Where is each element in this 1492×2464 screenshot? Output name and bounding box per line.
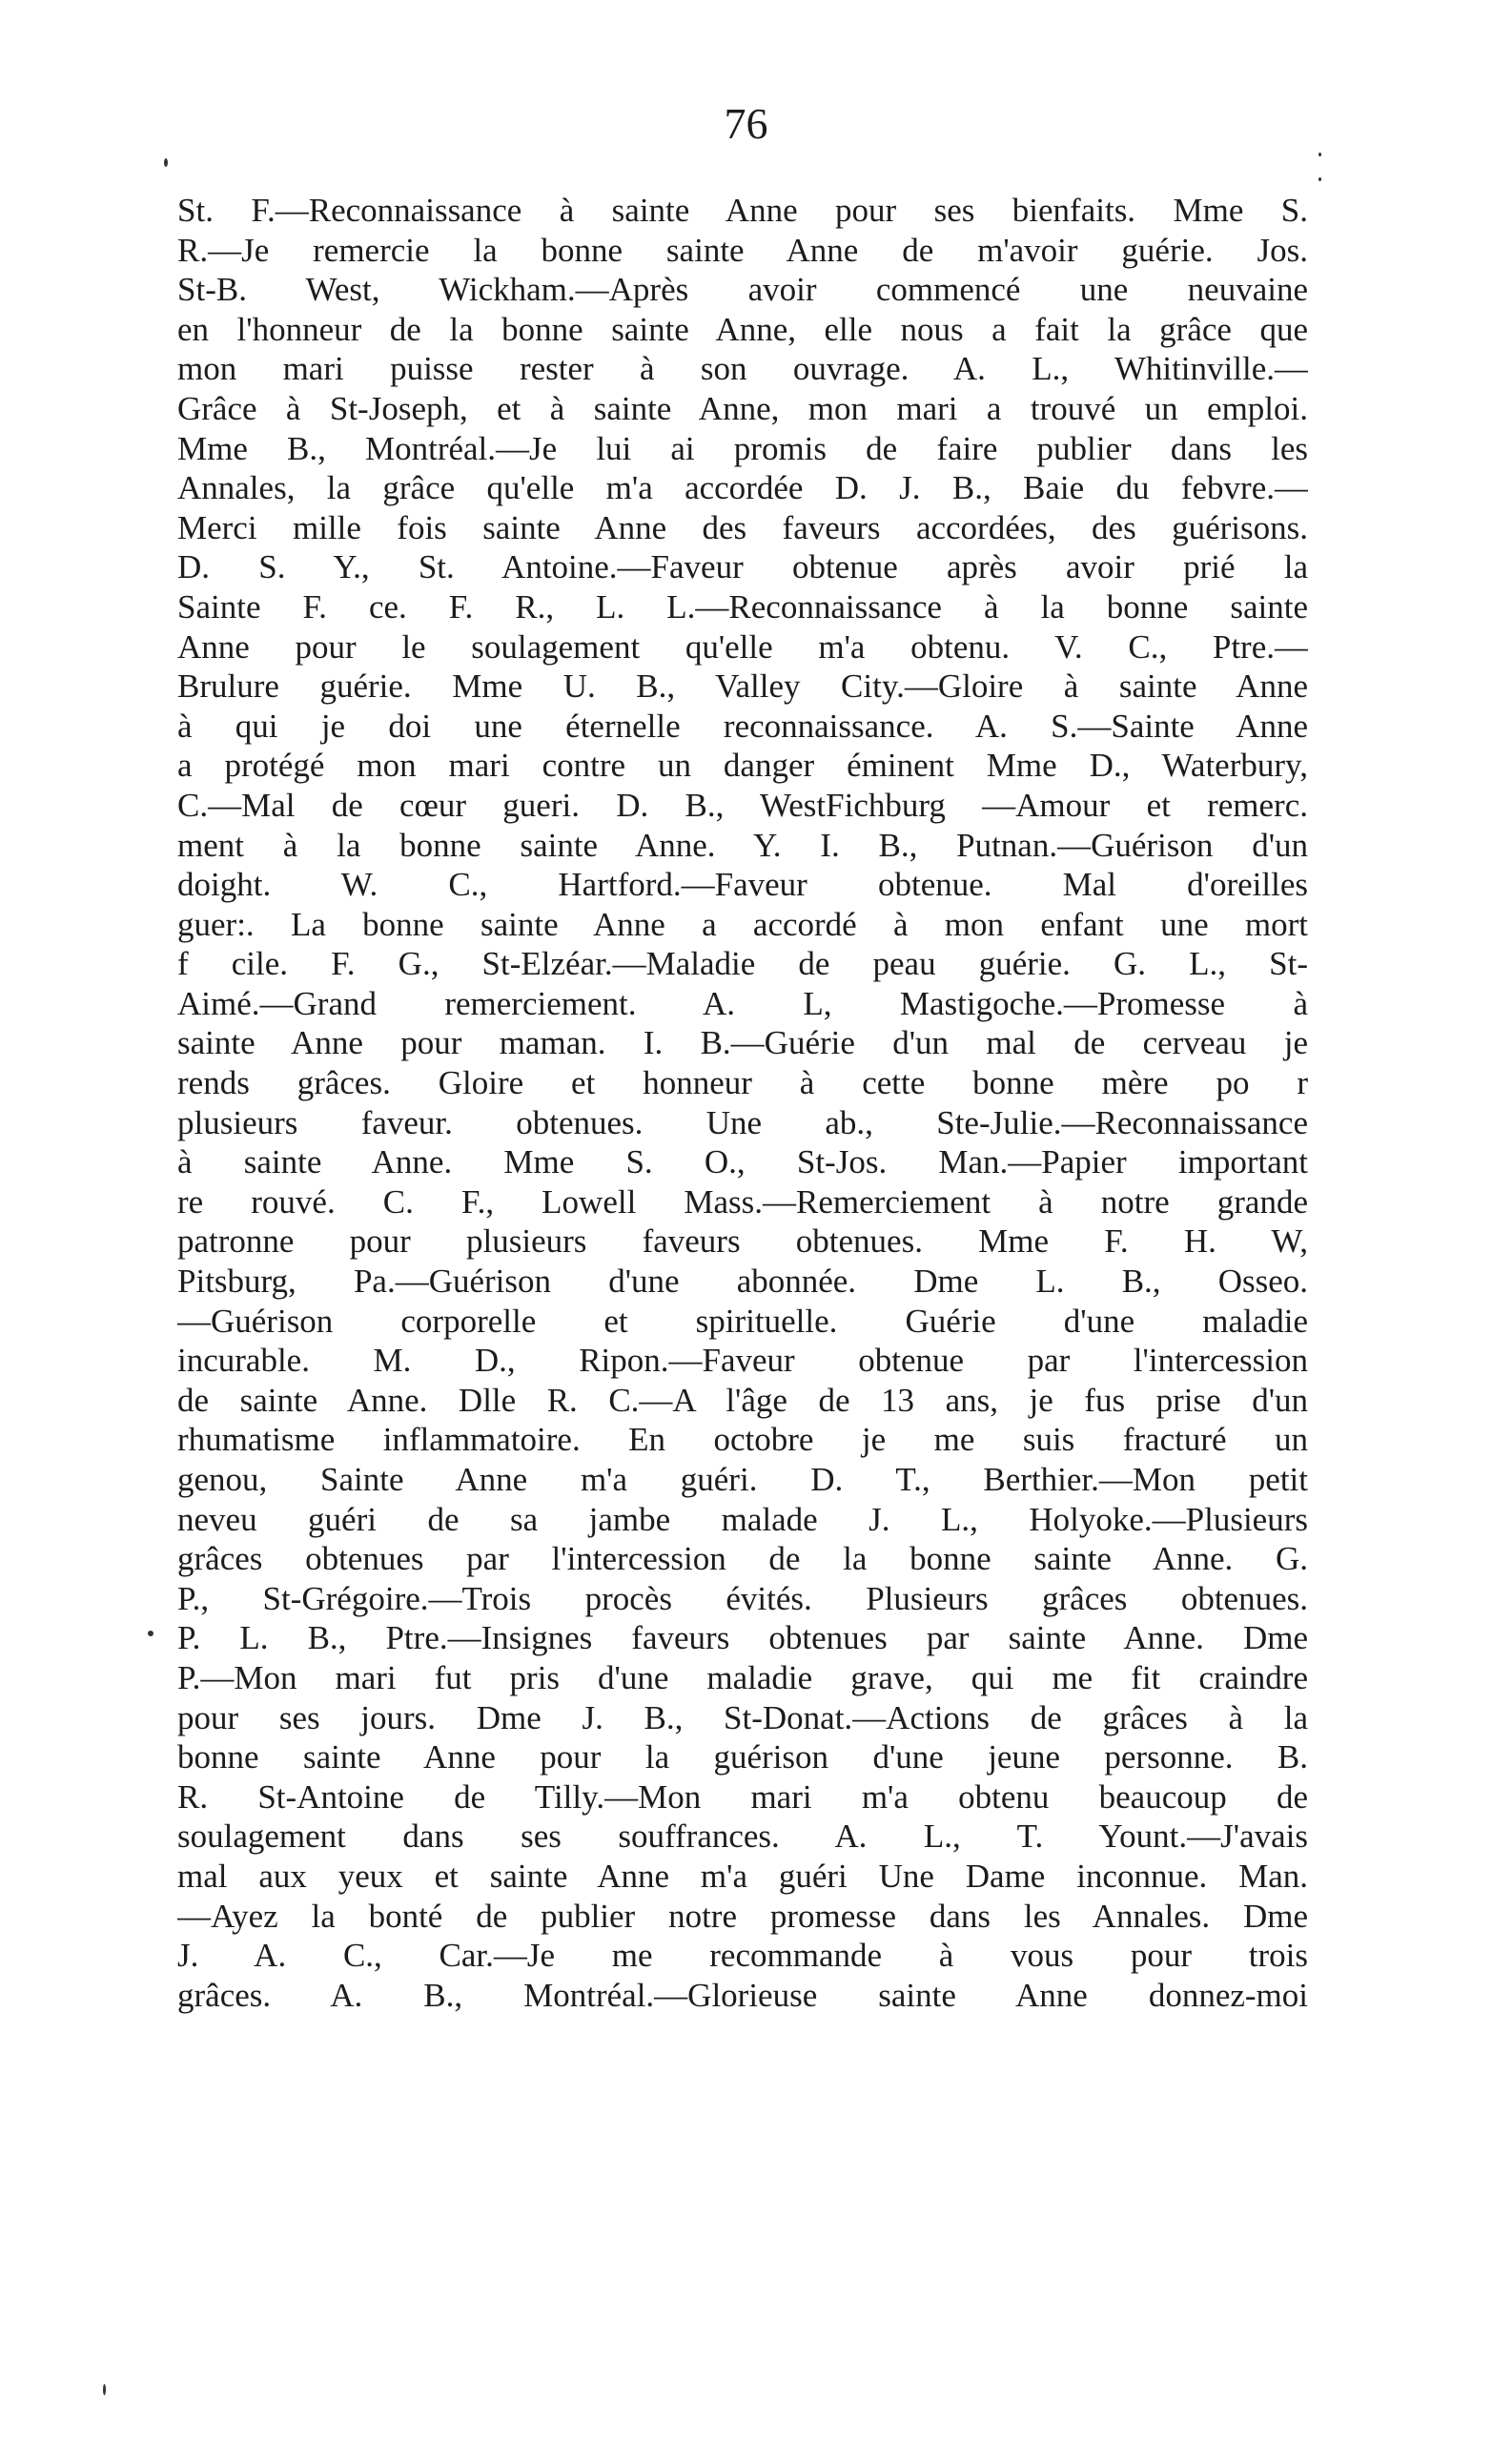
text-line: soulagement dans ses souffrances. A. L., T. Yount.—J'avais [177,1817,1308,1856]
text-line: D. S. Y., St. Antoine.—Faveur obtenue après avoir prié la [177,548,1308,586]
margin-speck [164,158,168,167]
body-text [177,191,1308,2015]
text-line: guer:. La bonne sainte Anne a accordé à mon enfant une mort [177,905,1308,943]
margin-speck [148,1631,153,1636]
text-line: Brulure guérie. Mme U. B., Valley City.—Gloire à sainte Anne [177,667,1308,706]
text-line: P., St-Grégoire.—Trois procès évités. Plusieurs grâces obtenues. [177,1579,1308,1617]
text-line: en l'honneur de la bonne sainte Anne, elle nous a fait la grâce que [177,310,1308,348]
text-line: P. L. B., Ptre.—Insignes faveurs obtenues par sainte Anne. Dme [177,1619,1308,1657]
text-line: a protégé mon mari contre un danger éminent Mme D., Waterbury, [177,747,1308,785]
text-line: f cile. F. G., St-Elzéar.—Maladie de peau guérie. G. L., St- [177,945,1308,983]
margin-speck [1318,153,1321,156]
text-line: patronne pour plusieurs faveurs obtenues. Mme F. H. W, [177,1222,1308,1261]
text-line: sainte Anne pour maman. I. B.—Guérie d'un mal de cerveau je [177,1024,1308,1062]
text-line: R. St-Antoine de Tilly.—Mon mari m'a obtenu beaucoup de [177,1777,1308,1816]
text-line: C.—Mal de cœur gueri. D. B., WestFichburg —Amour et remerc. [177,786,1308,824]
text-line: re rouvé. C. F., Lowell Mass.—Remerciement à notre grande [177,1182,1308,1221]
text-line: St-B. West, Wickham.—Après avoir commencé une neuvaine [177,271,1308,309]
text-line: à sainte Anne. Mme S. O., St-Jos. Man.—Papier important [177,1143,1308,1181]
text-line: doight. W. C., Hartford.—Faveur obtenue. Mal d'oreilles [177,866,1308,904]
text-line: Sainte F. ce. F. R., L. L.—Reconnaissance à la bonne sainte [177,587,1308,626]
text-line: neveu guéri de sa jambe malade J. L., Holyoke.—Plusieurs [177,1500,1308,1538]
text-line: genou, Sainte Anne m'a guéri. D. T., Berthier.—Mon petit [177,1461,1308,1498]
text-line: mon mari puisse rester à son ouvrage. A. L., Whitinville.— [177,350,1308,388]
text-line: Mme B., Montréal.—Je lui ai promis de faire publier dans les [177,429,1308,467]
text-line: incurable. M. D., Ripon.—Faveur obtenue par l'intercession [177,1342,1308,1380]
text-line: plusieurs faveur. obtenues. Une ab., Ste-Julie.—Reconnaissance [177,1103,1308,1141]
text-line: grâces obtenues par l'intercession de la bonne sainte Anne. G. [177,1540,1308,1578]
text-line: bonne sainte Anne pour la guérison d'une jeune personne. B. [177,1738,1308,1776]
text-line: J. A. C., Car.—Je me recommande à vous pour trois [177,1937,1308,1975]
text-line: Merci mille fois sainte Anne des faveurs accordées, des guérisons. [177,508,1308,546]
text-line: ment à la bonne sainte Anne. Y. I. B., Putnan.—Guérison d'un [177,826,1308,864]
text-line: Grâce à St-Joseph, et à sainte Anne, mon mari a trouvé un emploi. [177,389,1308,427]
text-line: —Ayez la bonté de publier notre promesse dans les Annales. Dme [177,1897,1308,1935]
text-line: rends grâces. Gloire et honneur à cette bonne mère po r [177,1064,1308,1102]
text-line: Aimé.—Grand remerciement. A. L, Mastigoche.—Promesse à [177,984,1308,1022]
text-line: de sainte Anne. Dlle R. C.—A l'âge de 13 ans, je fus prise d'un [177,1381,1308,1419]
text-line: R.—Je remercie la bonne sainte Anne de m'avoir guérie. Jos. [177,231,1308,269]
margin-speck [1318,177,1321,181]
margin-speck [103,2384,106,2395]
text-line: à qui je doi une éternelle reconnaissance. A. S.—Sainte Anne [177,707,1308,745]
text-line: grâces. A. B., Montréal.—Glorieuse sainte Anne donnez-moi [177,1976,1308,2014]
text-line: rhumatisme inflammatoire. En octobre je me suis fracturé un [177,1421,1308,1459]
text-line: Pitsburg, Pa.—Guérison d'une abonnée. Dme L. B., Osseo. [177,1263,1308,1301]
text-line: mal aux yeux et sainte Anne m'a guéri Une Dame inconnue. Man. [177,1857,1308,1895]
text-line: —Guérison corporelle et spirituelle. Guérie d'une maladie [177,1302,1308,1340]
page-number: 76 [724,99,768,148]
text-line: Anne pour le soulagement qu'elle m'a obtenu. V. C., Ptre.— [177,627,1308,666]
text-line: pour ses jours. Dme J. B., St-Donat.—Actions de grâces à la [177,1698,1308,1736]
text-line: Annales, la grâce qu'elle m'a accordée D. J. B., Baie du febvre.— [177,469,1308,507]
text-line: St. F.—Reconnaissance à sainte Anne pour ses bienfaits. Mme S. [177,192,1308,229]
text-line: P.—Mon mari fut pris d'une maladie grave, qui me fit craindre [177,1658,1308,1696]
